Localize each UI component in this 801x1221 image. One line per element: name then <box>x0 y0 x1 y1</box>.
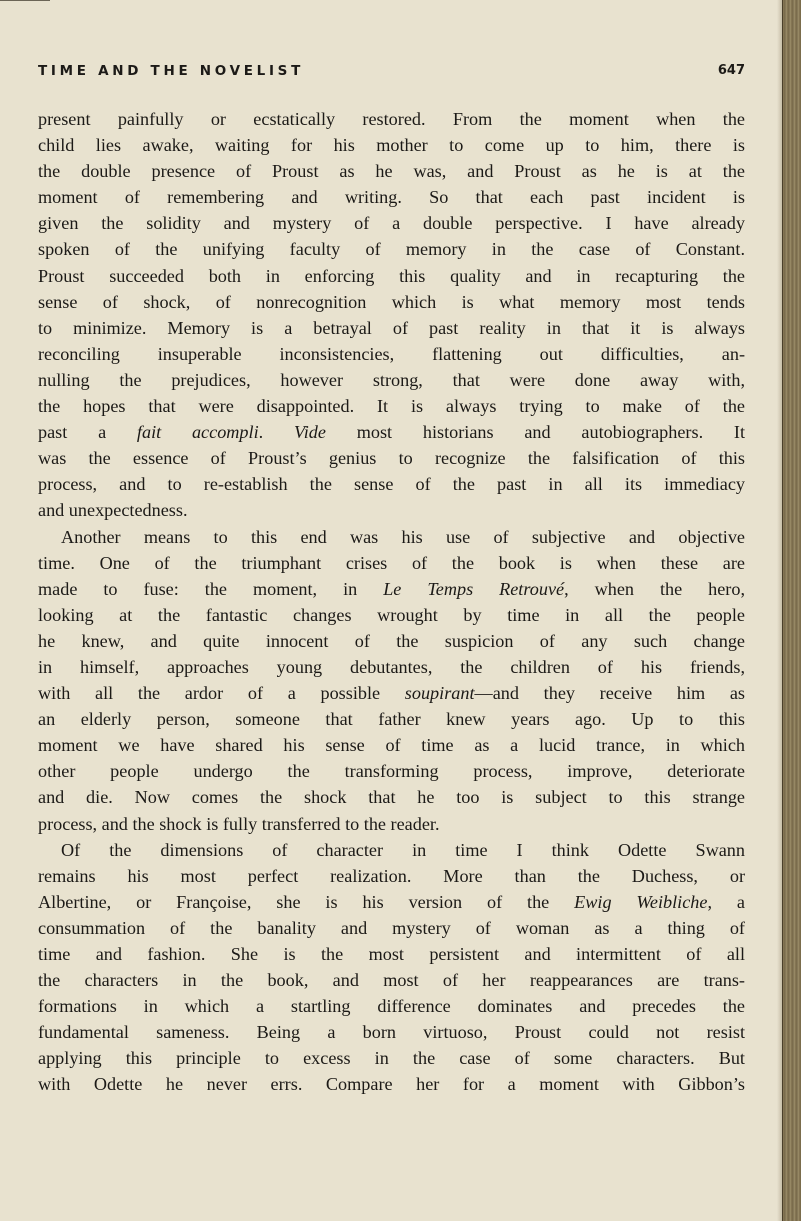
paragraph-last-line: process, and the shock is fully transferred to the reader. <box>38 813 440 834</box>
book-page-edges <box>782 0 801 1221</box>
running-title: TIME AND THE NOVELIST <box>38 63 305 79</box>
text-line: looking at the fantastic changes wrought by time in all the people <box>38 604 745 625</box>
text-line: time. One of the triumphant crises of the book is when these are <box>38 552 745 573</box>
text-line: Proust succeeded both in enforcing this quality and in recapturing the <box>38 265 745 286</box>
text-line: moment of remembering and writing. So that each past incident is <box>38 187 745 208</box>
page-top-rule <box>0 0 50 1</box>
text-line: was the essence of Proust’s genius to recognize the falsification of this <box>38 448 745 469</box>
paragraph-first-line: Of the dimensions of character in time I think Odette Swann <box>61 839 745 860</box>
paragraph-first-line: Another means to this end was his use of subjective and objective <box>61 526 745 547</box>
text-line: the characters in the book, and most of her reappearances are trans- <box>38 970 745 991</box>
text-line: past a fait accompli. Vide most historians and autobiographers. It <box>38 422 746 443</box>
text-line: to minimize. Memory is a betrayal of past reality in that it is always <box>38 317 745 338</box>
text-line: remains his most perfect realization. More than the Duchess, or <box>38 865 745 886</box>
text-line: with all the ardor of a possible soupirant—and they receive him as <box>38 683 745 704</box>
text-line: process, and to re-establish the sense of the past in all its immediacy <box>38 474 745 495</box>
text-line: in himself, approaches young debutantes, the children of his friends, <box>38 656 745 677</box>
text-line: consummation of the banality and mystery of woman as a thing of <box>38 917 745 938</box>
text-line: child lies awake, waiting for his mother to come up to him, there is <box>38 135 745 156</box>
paragraph-last-line: and unexpectedness. <box>38 500 188 521</box>
text-line: made to fuse: the moment, in Le Temps Retrouvé, when the hero, <box>38 578 746 599</box>
text-line: and die. Now comes the shock that he too is subject to this strange <box>38 787 745 808</box>
text-line: the hopes that were disappointed. It is always trying to make of the <box>38 396 745 417</box>
text-line: the double presence of Proust as he was, and Proust as he is at the <box>38 161 745 182</box>
text-line: Albertine, or Françoise, she is his version of the Ewig Weibliche, a <box>38 891 745 912</box>
text-line: nulling the prejudices, however strong, that were done away with, <box>38 369 745 390</box>
text-line: fundamental sameness. Being a born virtuoso, Proust could not resist <box>38 1022 745 1043</box>
running-head <box>38 63 745 83</box>
text-line: an elderly person, someone that father knew years ago. Up to this <box>38 709 745 730</box>
text-line: moment we have shared his sense of time as a lucid trance, in which <box>38 735 745 756</box>
body-text <box>38 106 745 1098</box>
text-line: formations in which a startling difference dominates and precedes the <box>38 996 745 1017</box>
text-line: sense of shock, of nonrecognition which is what memory most tends <box>38 291 745 312</box>
page-number: 647 <box>717 63 745 78</box>
text-line: he knew, and quite innocent of the suspicion of any such change <box>38 630 745 651</box>
text-line: spoken of the unifying faculty of memory in the case of Constant. <box>38 239 745 260</box>
text-line: reconciling insuperable inconsistencies, flattening out difficulties, an- <box>38 343 745 364</box>
text-line: time and fashion. She is the most persistent and intermittent of all <box>38 944 745 964</box>
text-line: present painfully or ecstatically restored. From the moment when the <box>38 109 745 129</box>
text-line: applying this principle to excess in the case of some characters. But <box>38 1048 745 1069</box>
text-line: given the solidity and mystery of a double perspective. I have already <box>38 213 745 234</box>
text-line: other people undergo the transforming process, improve, deteriorate <box>38 761 745 782</box>
text-line: with Odette he never errs. Compare her for a moment with Gibbon’s <box>38 1074 745 1095</box>
